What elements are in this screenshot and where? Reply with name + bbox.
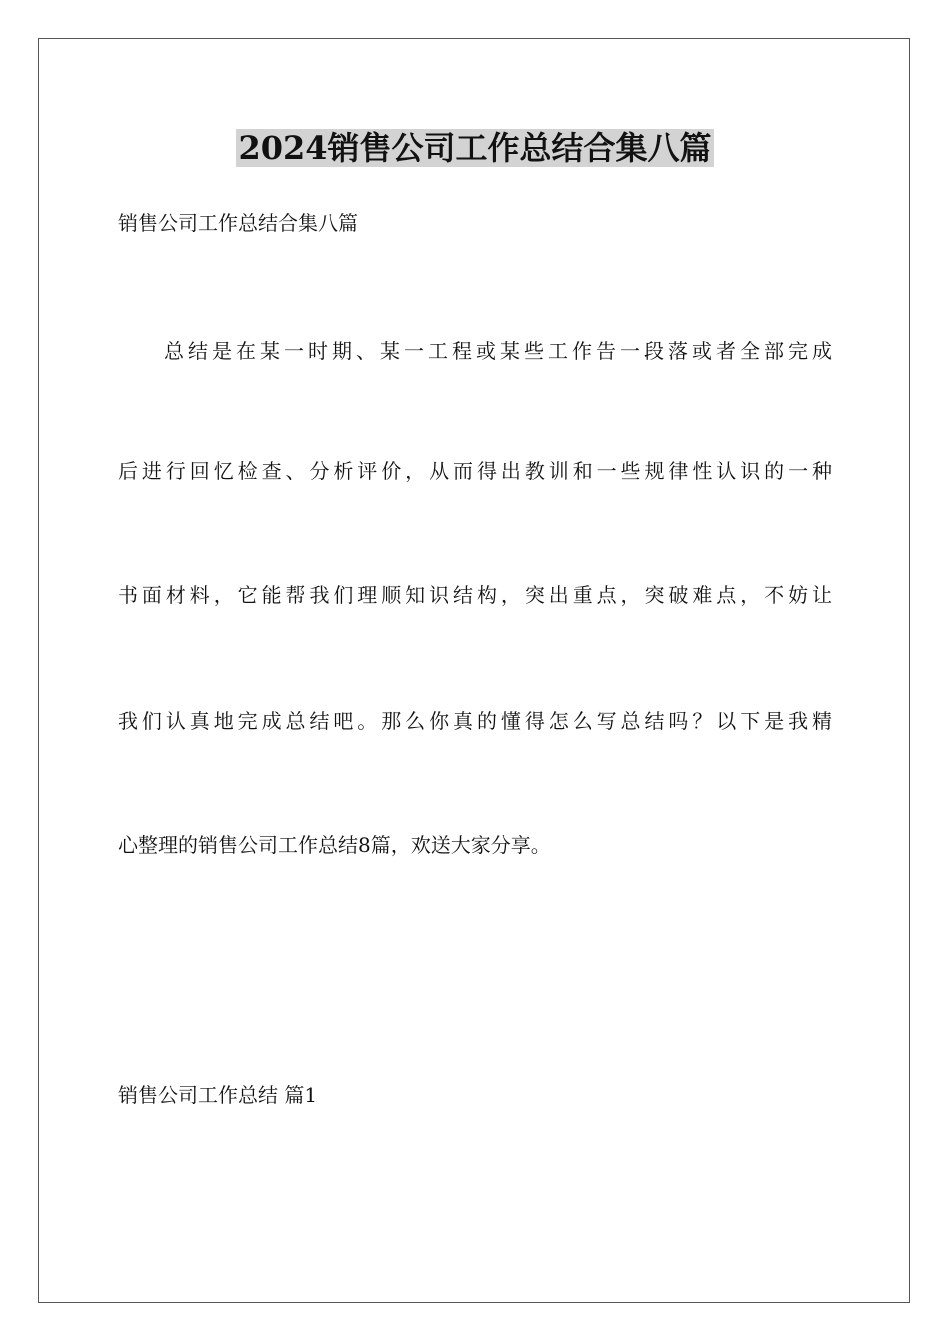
intro-paragraph-line: 书面材料，它能帮我们理顺知识结构，突出重点，突破难点，不妨让 [118, 583, 832, 607]
intro-paragraph-line: 心整理的销售公司工作总结8篇，欢送大家分享。 [118, 833, 551, 857]
document-title-text: 2024销售公司工作总结合集八篇 [238, 129, 712, 167]
intro-paragraph-line: 我们认真地完成总结吧。那么你真的懂得怎么写总结吗？以下是我精 [118, 709, 832, 733]
document-title [0, 126, 950, 170]
intro-paragraph-line: 总结是在某一时期、某一工程或某些工作告一段落或者全部完成 [164, 339, 832, 363]
document-subtitle: 销售公司工作总结合集八篇 [118, 211, 358, 235]
section-heading: 销售公司工作总结 篇1 [118, 1083, 318, 1107]
intro-paragraph-line: 后进行回忆检查、分析评价，从而得出教训和一些规律性认识的一种 [118, 459, 832, 483]
